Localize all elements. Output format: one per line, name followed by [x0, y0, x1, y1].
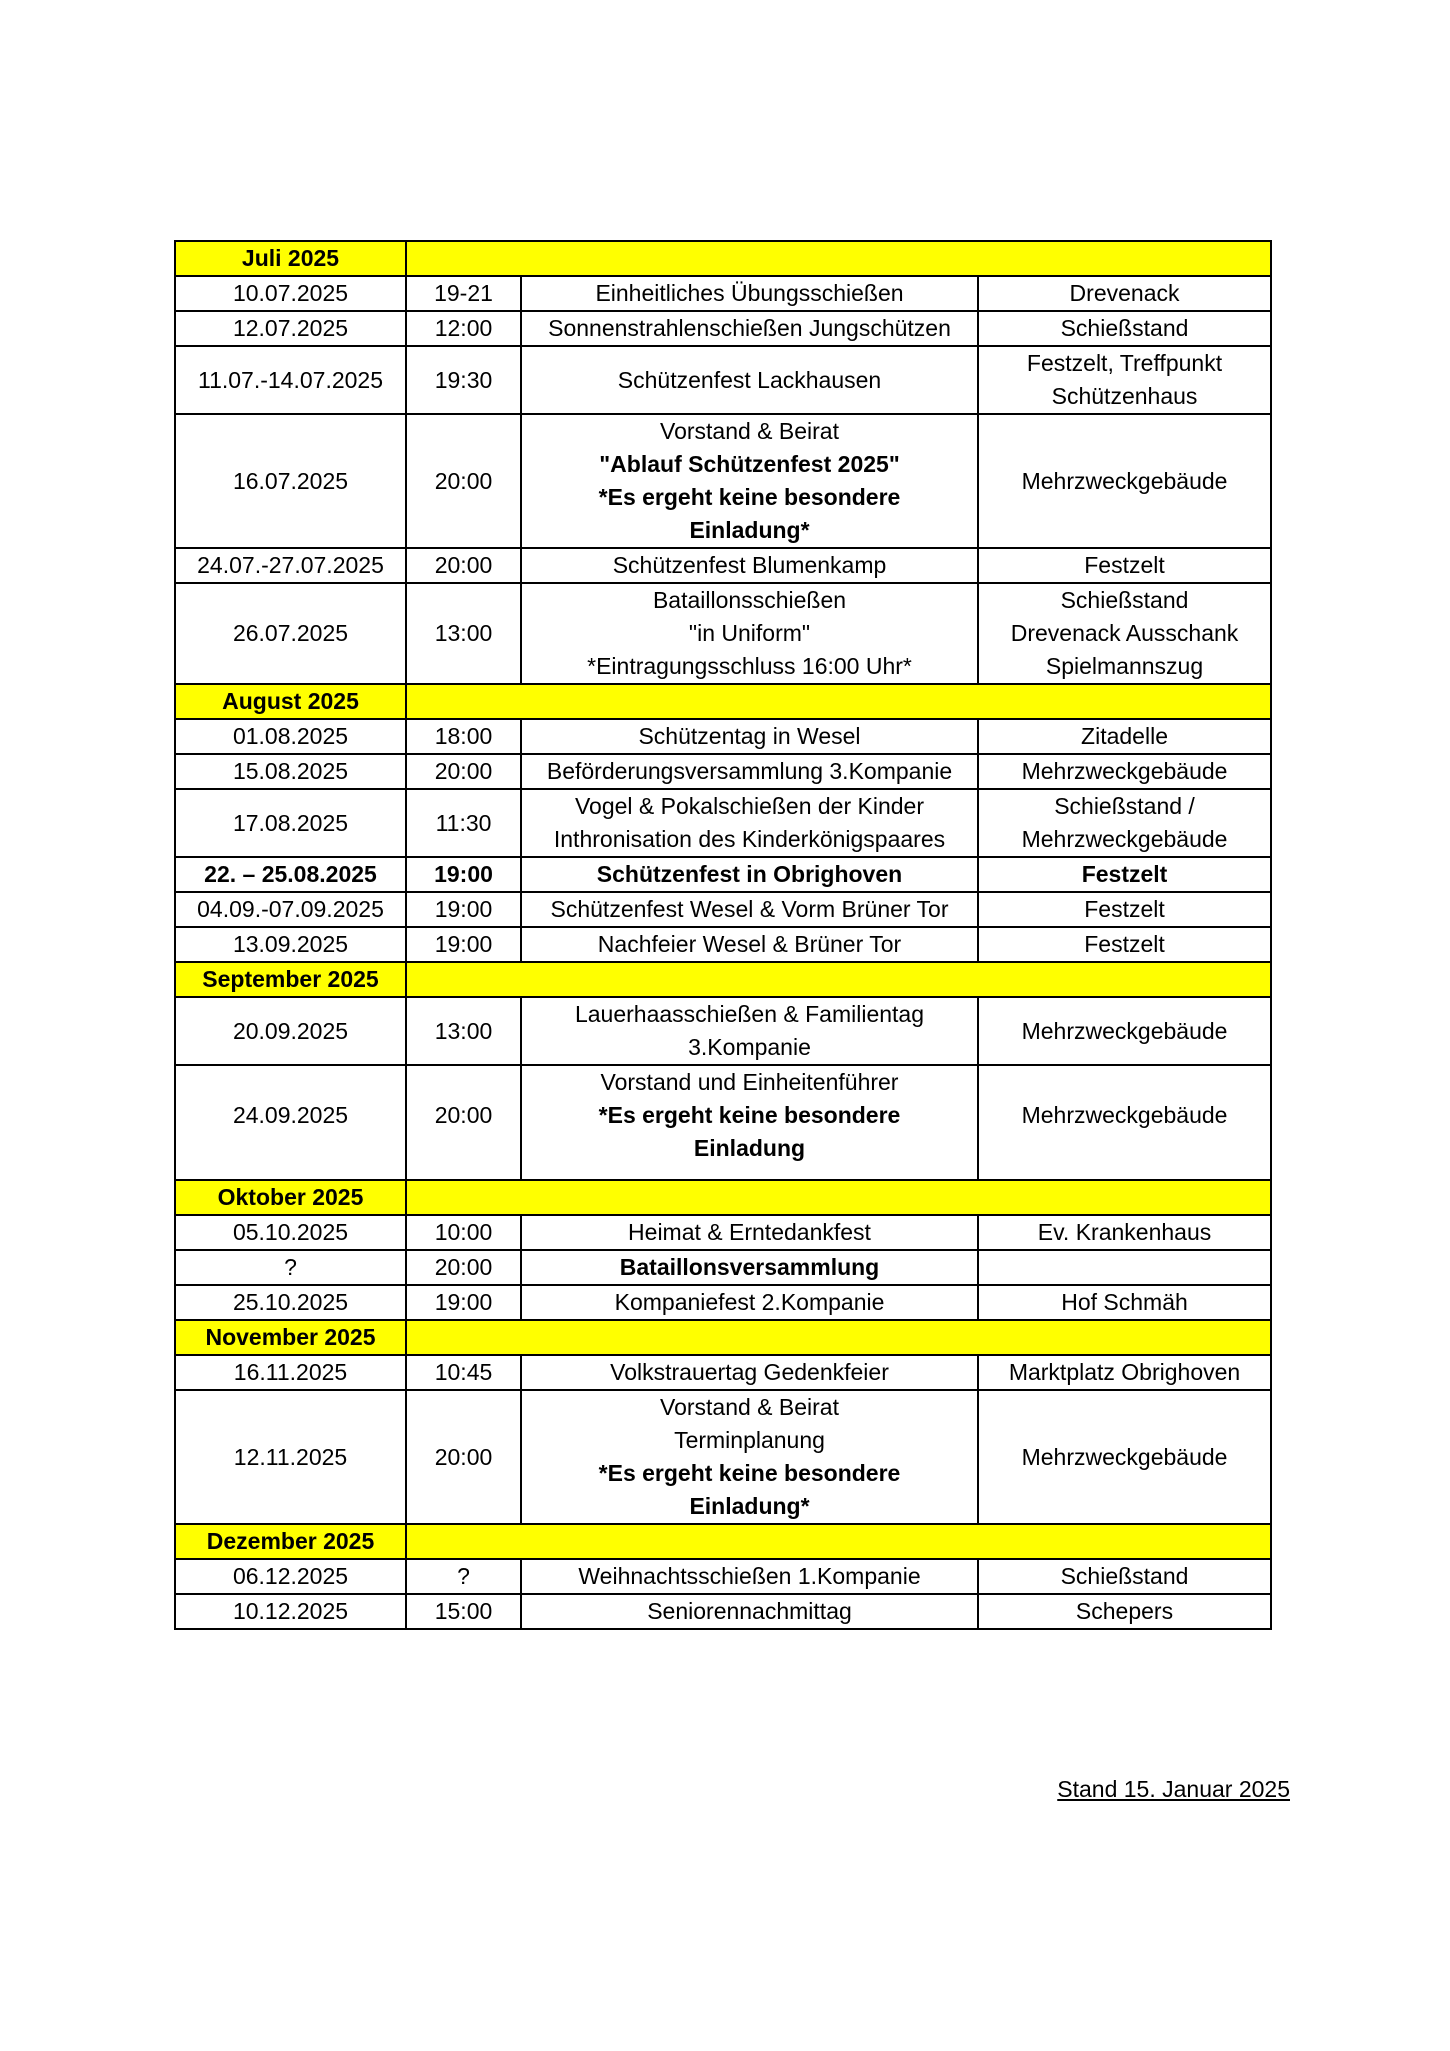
event-date: 12.07.2025 [175, 311, 406, 346]
month-label: November 2025 [175, 1320, 406, 1355]
event-location-line: Schießstand [1060, 1563, 1189, 1589]
event-location-line: Mehrzweckgebäude [1021, 1017, 1228, 1044]
event-location-line [985, 1251, 1264, 1284]
event-location [978, 1215, 1271, 1250]
event-title-line: Vogel & Pokalschießen der Kinder [574, 793, 925, 819]
event-title [521, 414, 978, 548]
event-row [175, 583, 1271, 684]
event-title-line: Heimat & Erntedankfest [628, 1219, 871, 1245]
event-title-line: Volkstrauertag Gedenkfeier [610, 1359, 889, 1385]
event-title [521, 997, 978, 1065]
event-title-line: Schützenfest in Obrighoven [596, 861, 903, 887]
event-row [175, 548, 1271, 583]
event-title [521, 548, 978, 583]
event-row [175, 311, 1271, 346]
event-title [521, 1559, 978, 1594]
event-location-line: Hof Schmäh [1061, 1289, 1188, 1315]
event-row [175, 1559, 1271, 1594]
event-time: 19-21 [406, 276, 521, 311]
event-row [175, 1355, 1271, 1390]
event-title-line: Vorstand & Beirat [660, 1394, 839, 1420]
event-location-line: Ev. Krankenhaus [1037, 1219, 1212, 1245]
event-time: 18:00 [406, 719, 521, 754]
month-label: Dezember 2025 [175, 1524, 406, 1559]
event-location-line: Festzelt, Treffpunkt [1026, 350, 1223, 376]
event-location-line: Zitadelle [1081, 723, 1168, 749]
event-row [175, 1215, 1271, 1250]
month-fill [406, 684, 1271, 719]
event-title-line: Beförderungsversammlung 3.Kompanie [546, 758, 953, 784]
month-label: Juli 2025 [175, 241, 406, 276]
event-title [521, 311, 978, 346]
event-location-line: Festzelt [1084, 931, 1165, 957]
event-location-line: Festzelt [1084, 552, 1165, 578]
event-time: 20:00 [406, 1250, 521, 1285]
event-time: 20:00 [406, 754, 521, 789]
event-date: 12.11.2025 [175, 1390, 406, 1524]
event-date: 06.12.2025 [175, 1559, 406, 1594]
schedule-table [174, 240, 1272, 1630]
event-date: 16.07.2025 [175, 414, 406, 548]
event-title [521, 892, 978, 927]
event-location-line: Mehrzweckgebäude [1021, 467, 1228, 494]
event-location [978, 719, 1271, 754]
event-location [978, 789, 1271, 857]
event-time: 15:00 [406, 1594, 521, 1629]
month-fill [406, 1320, 1271, 1355]
event-title-line: Bataillonsversammlung [619, 1254, 880, 1280]
event-location [978, 1065, 1271, 1180]
event-time: 19:00 [406, 892, 521, 927]
event-row [175, 857, 1271, 892]
event-location [978, 1250, 1271, 1285]
month-header-row [175, 1524, 1271, 1559]
month-header-row [175, 684, 1271, 719]
event-time: 13:00 [406, 583, 521, 684]
event-row [175, 927, 1271, 962]
event-title-line: Kompaniefest 2.Kompanie [614, 1289, 885, 1315]
event-time: 19:30 [406, 346, 521, 414]
event-title-line: Weihnachtsschießen 1.Kompanie [578, 1563, 921, 1589]
event-title-line: Einheitliches Übungsschießen [595, 280, 904, 306]
event-title-line: Inthronisation des Kinderkönigspaares [553, 826, 946, 852]
event-date: 01.08.2025 [175, 719, 406, 754]
event-location [978, 1285, 1271, 1320]
event-time: 10:45 [406, 1355, 521, 1390]
event-title [521, 1285, 978, 1320]
event-location-line: Schießstand [1060, 315, 1189, 341]
event-date: 17.08.2025 [175, 789, 406, 857]
event-row [175, 346, 1271, 414]
event-time: 20:00 [406, 1390, 521, 1524]
event-title [521, 927, 978, 962]
event-location-line: Mehrzweckgebäude [1021, 1443, 1228, 1470]
event-date: ? [175, 1250, 406, 1285]
event-date: 25.10.2025 [175, 1285, 406, 1320]
event-location-line: Schießstand / [1054, 793, 1195, 819]
event-date: 20.09.2025 [175, 997, 406, 1065]
event-date: 15.08.2025 [175, 754, 406, 789]
event-date: 04.09.-07.09.2025 [175, 892, 406, 927]
month-header-row [175, 1180, 1271, 1215]
event-row [175, 997, 1271, 1065]
event-title [521, 1390, 978, 1524]
event-title-line: Vorstand und Einheitenführer [600, 1069, 899, 1095]
event-title-line: Seniorennachmittag [647, 1598, 852, 1624]
event-location [978, 311, 1271, 346]
month-header-row [175, 1320, 1271, 1355]
event-date: 10.07.2025 [175, 276, 406, 311]
event-location-line: Drevenack [1069, 280, 1180, 306]
event-location [978, 997, 1271, 1065]
event-title-line: Vorstand & Beirat [660, 418, 839, 444]
event-date: 11.07.-14.07.2025 [175, 346, 406, 414]
event-title [521, 857, 978, 892]
month-label: Oktober 2025 [175, 1180, 406, 1215]
event-location [978, 1355, 1271, 1390]
event-title-line: "in Uniform" [688, 620, 811, 646]
event-time: 19:00 [406, 857, 521, 892]
event-time: 19:00 [406, 1285, 521, 1320]
event-title-line: Einladung [693, 1135, 806, 1161]
event-location [978, 1594, 1271, 1629]
event-location-line: Schießstand [1060, 587, 1189, 613]
event-time: 20:00 [406, 548, 521, 583]
event-location-line: Spielmannszug [1045, 653, 1204, 679]
event-location [978, 414, 1271, 548]
event-location-line: Schützenhaus [1051, 383, 1198, 409]
event-title-line: Lauerhaasschießen & Familientag [574, 1001, 925, 1027]
month-fill [406, 241, 1271, 276]
event-title [521, 276, 978, 311]
event-title [521, 1355, 978, 1390]
event-date: 24.09.2025 [175, 1065, 406, 1180]
event-title [521, 1215, 978, 1250]
event-title [521, 719, 978, 754]
event-title-line: Schützenfest Wesel & Vorm Brüner Tor [550, 896, 949, 922]
event-row [175, 892, 1271, 927]
event-title-line: *Es ergeht keine besondere [598, 1102, 901, 1128]
event-location [978, 346, 1271, 414]
event-location-line: Marktplatz Obrighoven [1008, 1359, 1241, 1385]
event-row [175, 1065, 1271, 1180]
event-row [175, 1285, 1271, 1320]
event-time: 13:00 [406, 997, 521, 1065]
event-location [978, 276, 1271, 311]
event-time: 20:00 [406, 414, 521, 548]
event-title-line: "Ablauf Schützenfest 2025" [599, 451, 900, 477]
event-title-line: 3.Kompanie [688, 1034, 811, 1060]
event-date: 24.07.-27.07.2025 [175, 548, 406, 583]
event-title-line: Einladung* [689, 517, 810, 543]
event-time: 11:30 [406, 789, 521, 857]
event-title-line: *Es ergeht keine besondere [598, 1460, 901, 1486]
event-location-line: Mehrzweckgebäude [1021, 826, 1228, 852]
event-date: 05.10.2025 [175, 1215, 406, 1250]
event-date: 16.11.2025 [175, 1355, 406, 1390]
event-location [978, 754, 1271, 789]
event-location-line: Schepers [1075, 1598, 1174, 1624]
event-date: 22. – 25.08.2025 [175, 857, 406, 892]
event-location [978, 548, 1271, 583]
event-time: 12:00 [406, 311, 521, 346]
event-title-line: Einladung* [689, 1493, 810, 1519]
event-title [521, 346, 978, 414]
event-location [978, 857, 1271, 892]
event-date: 10.12.2025 [175, 1594, 406, 1629]
month-label: August 2025 [175, 684, 406, 719]
event-row [175, 1594, 1271, 1629]
event-location [978, 1390, 1271, 1524]
event-row [175, 1250, 1271, 1285]
event-title [521, 1250, 978, 1285]
event-title-line: Schützenfest Lackhausen [617, 366, 882, 393]
month-fill [406, 1180, 1271, 1215]
month-label: September 2025 [175, 962, 406, 997]
event-row [175, 754, 1271, 789]
event-title-line: *Eintragungsschluss 16:00 Uhr* [587, 653, 912, 679]
stand-date: Stand 15. Januar 2025 [1057, 1776, 1290, 1802]
event-time: ? [406, 1559, 521, 1594]
event-title [521, 789, 978, 857]
event-row [175, 789, 1271, 857]
event-title [521, 1594, 978, 1629]
month-header-row [175, 241, 1271, 276]
event-location [978, 583, 1271, 684]
event-title-line: Schützentag in Wesel [638, 723, 861, 749]
event-row [175, 276, 1271, 311]
month-fill [406, 1524, 1271, 1559]
event-date: 26.07.2025 [175, 583, 406, 684]
event-title-line: Nachfeier Wesel & Brüner Tor [597, 931, 902, 957]
schedule-body [175, 241, 1271, 1629]
event-location-line: Festzelt [1081, 861, 1168, 887]
event-location-line: Mehrzweckgebäude [1021, 1102, 1228, 1128]
event-location [978, 927, 1271, 962]
event-location [978, 892, 1271, 927]
event-location-line: Drevenack Ausschank [1010, 620, 1239, 646]
event-title [521, 754, 978, 789]
event-time: 20:00 [406, 1065, 521, 1180]
event-title-line: Bataillonsschießen [652, 587, 847, 613]
event-title [521, 1065, 978, 1180]
event-time: 19:00 [406, 927, 521, 962]
month-header-row [175, 962, 1271, 997]
event-row [175, 719, 1271, 754]
month-fill [406, 962, 1271, 997]
event-title [521, 583, 978, 684]
event-title-line: Terminplanung [674, 1427, 825, 1453]
event-location-line: Festzelt [1084, 896, 1165, 922]
event-row [175, 414, 1271, 548]
event-title-line: Schützenfest Blumenkamp [612, 552, 887, 578]
event-date: 13.09.2025 [175, 927, 406, 962]
event-location [978, 1559, 1271, 1594]
event-row [175, 1390, 1271, 1524]
event-title-line: Sonnenstrahlenschießen Jungschützen [548, 315, 951, 341]
event-location-line: Mehrzweckgebäude [1021, 758, 1228, 784]
event-title-line: *Es ergeht keine besondere [598, 484, 901, 510]
event-time: 10:00 [406, 1215, 521, 1250]
